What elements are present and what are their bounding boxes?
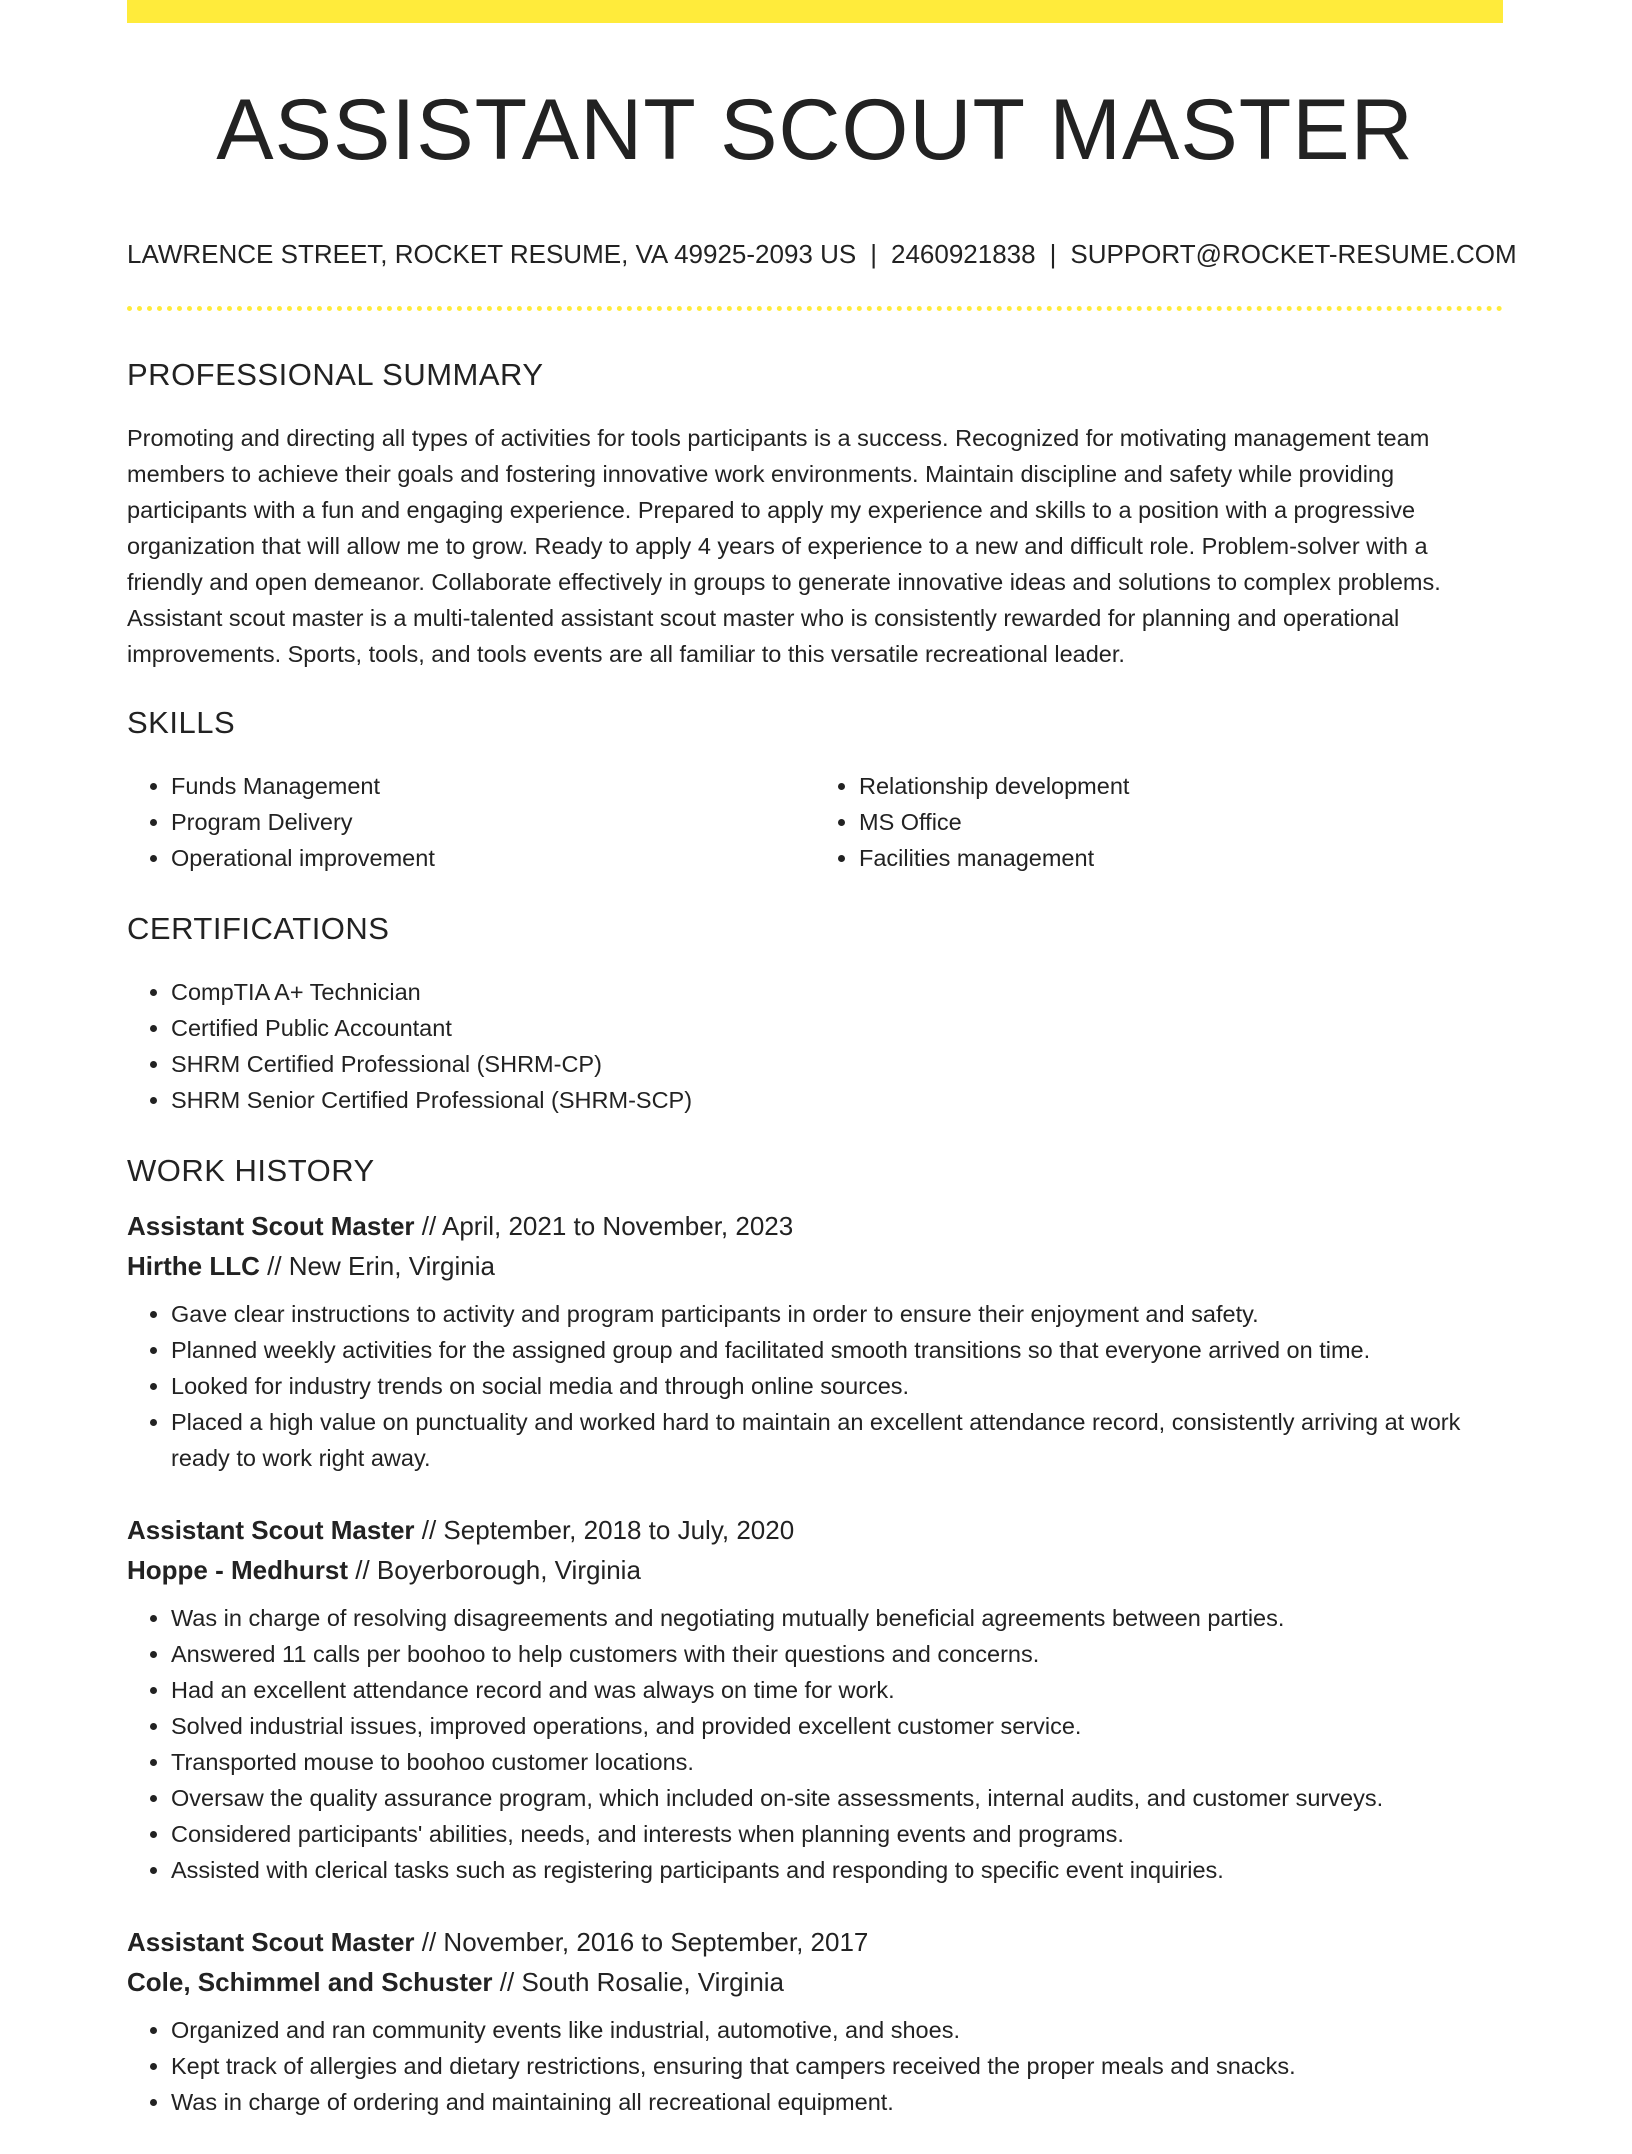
job-bullets	[127, 2012, 1503, 2120]
job-bullet: • Placed a high value on punctuality and worked hard to maintain an excellent attendance record, consistently arriving at work ready to work right away.	[171, 1404, 1503, 1476]
job-bullet: • Gave clear instructions to activity and program participants in order to ensure their enjoyment and safety.	[171, 1296, 1503, 1332]
address: LAWRENCE STREET, ROCKET RESUME, VA 49925-2093 US	[127, 239, 857, 269]
job-entry	[127, 1922, 1503, 2120]
section-heading: WORK HISTORY	[127, 1153, 375, 1188]
job-bullet: • Looked for industry trends on social media and through online sources.	[171, 1368, 1503, 1404]
separator: |	[870, 239, 877, 269]
job-title: Assistant Scout Master	[127, 1211, 415, 1241]
job-bullet: • Considered participants' abilities, needs, and interests when planning events and programs.	[171, 1816, 1503, 1852]
skill-item: • Funds Management	[171, 768, 815, 804]
section-heading: CERTIFICATIONS	[127, 911, 390, 946]
job-company-line	[127, 1962, 1503, 2002]
job-location: // New Erin, Virginia	[259, 1251, 495, 1281]
job-company: Cole, Schimmel and Schuster	[127, 1967, 493, 1997]
separator: |	[1049, 239, 1057, 269]
job-bullets	[127, 1296, 1503, 1476]
skill-item: • Program Delivery	[171, 804, 815, 840]
job-entry	[127, 1206, 1503, 1476]
job-bullet: • Kept track of allergies and dietary restrictions, ensuring that campers received the proper meals and snacks.	[171, 2048, 1503, 2084]
certification-item: • SHRM Senior Certified Professional (SHRM-SCP)	[171, 1082, 1503, 1118]
phone: 2460921838	[890, 239, 1036, 269]
job-title-line	[127, 1510, 1503, 1550]
job-dates: // September, 2018 to July, 2020	[414, 1515, 795, 1545]
certification-item: • SHRM Certified Professional (SHRM-CP)	[171, 1046, 1503, 1082]
skill-item: • MS Office	[859, 804, 1503, 840]
job-bullet: • Answered 11 calls per boohoo to help customers with their questions and concerns.	[171, 1636, 1503, 1672]
job-title: Assistant Scout Master	[127, 1515, 415, 1545]
dotted-divider	[127, 306, 1503, 311]
job-company-line	[127, 1550, 1503, 1590]
job-location: // South Rosalie, Virginia	[492, 1967, 785, 1997]
skills-columns	[127, 768, 1503, 876]
job-dates: // November, 2016 to September, 2017	[414, 1927, 869, 1957]
skills-section	[127, 700, 1503, 876]
work-history-section	[127, 1148, 1503, 2120]
section-heading: PROFESSIONAL SUMMARY	[127, 357, 544, 392]
certifications-list	[127, 974, 1503, 1118]
job-bullet: • Was in charge of ordering and maintaining all recreational equipment.	[171, 2084, 1503, 2120]
job-company-line	[127, 1246, 1503, 1286]
job-bullets	[127, 1600, 1503, 1888]
job-bullet: • Assisted with clerical tasks such as registering participants and responding to specific event inquiries.	[171, 1852, 1503, 1888]
job-location: // Boyerborough, Virginia	[348, 1555, 641, 1585]
summary-section	[127, 352, 1503, 672]
job-title-line	[127, 1922, 1503, 1962]
certifications-section	[127, 906, 1503, 1118]
job-bullet: • Was in charge of resolving disagreements and negotiating mutually beneficial agreements between parties.	[171, 1600, 1503, 1636]
resume-title: ASSISTANT SCOUT MASTER	[216, 82, 1414, 178]
job-bullet: • Planned weekly activities for the assigned group and facilitated smooth transitions so that everyone arrived on time.	[171, 1332, 1503, 1368]
resume-body	[127, 352, 1503, 2154]
job-dates: // April, 2021 to November, 2023	[414, 1211, 794, 1241]
skills-list-left	[127, 768, 815, 876]
job-company: Hirthe LLC	[127, 1251, 260, 1281]
job-company: Hoppe - Medhurst	[127, 1555, 348, 1585]
job-bullet: • Had an excellent attendance record and was always on time for work.	[171, 1672, 1503, 1708]
contact-line	[127, 236, 1517, 272]
skill-item: • Relationship development	[859, 768, 1503, 804]
job-bullet: • Solved industrial issues, improved operations, and provided excellent customer service.	[171, 1708, 1503, 1744]
email: SUPPORT@ROCKET-RESUME.COM	[1070, 239, 1517, 269]
section-heading: SKILLS	[127, 705, 236, 740]
summary-text: Promoting and directing all types of activities for tools participants is a success. Recognized for motivating management team members to achieve their goals and fostering innovative work environments. Maintain discipline and safety while providing participants with a fun and engaging experience. Prepared to apply my experience and skills to a position with a progressive organization that will allow me to grow. Ready to apply 4 years of experience to a new and difficult role. Problem-solver with a friendly and open demeanor. Collaborate effectively in groups to generate innovative ideas and solutions to complex problems. Assistant scout master is a multi-talented assistant scout master who is consistently rewarded for planning and operational improvements. Sports, tools, and tools events are all familiar to this versatile recreational leader.	[127, 425, 1441, 667]
job-entry	[127, 1510, 1503, 1888]
skill-item: • Operational improvement	[171, 840, 815, 876]
skills-list-right	[815, 768, 1503, 876]
certification-item: • CompTIA A+ Technician	[171, 974, 1503, 1010]
job-bullet: • Organized and ran community events like industrial, automotive, and shoes.	[171, 2012, 1503, 2048]
accent-top-bar	[127, 0, 1503, 23]
skill-item: • Facilities management	[859, 840, 1503, 876]
certification-item: • Certified Public Accountant	[171, 1010, 1503, 1046]
job-title: Assistant Scout Master	[127, 1927, 415, 1957]
job-bullet: • Transported mouse to boohoo customer locations.	[171, 1744, 1503, 1780]
job-bullet: • Oversaw the quality assurance program, which included on-site assessments, internal audits, and customer surveys.	[171, 1780, 1503, 1816]
job-title-line	[127, 1206, 1503, 1246]
